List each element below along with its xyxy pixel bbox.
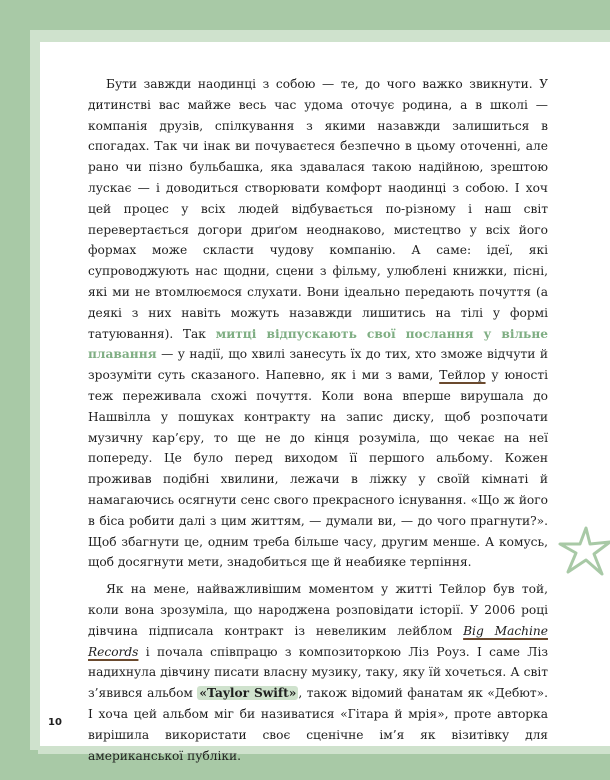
page-number: 10 xyxy=(48,717,62,728)
paragraph-2-text-2: і почала співпрацю з композиторкою Ліз Роуз. І саме Ліз надихнула дівчину писати власну музику, таку, яку їй хочеться. А світ з’явився альбом xyxy=(88,644,548,701)
page-frame-top-inner xyxy=(40,30,610,42)
paragraph-1 xyxy=(88,74,548,573)
page-frame-left-inner xyxy=(30,30,40,750)
underlined-name-taylor: Тейлор xyxy=(439,368,486,383)
paragraph-1-text-3: у юності теж переживала схожі почуття. Коли вона вперше вирушала до Нашвілла у пошуках контракту на запис диску, щоб розпочати музичну кар’єру, то ще не до кінця розуміла, що чекає на неї попереду. Це було перед виходом її першого альбому. Кожен проживав подібні хвилини, лежачи в ліжку у своїй кімнаті й намагаючись осягнути сенс свого прекрасного існування. «Що ж його в біса робити далі з цим життям, — думали ви, — до чого прагнути?». Щоб збагнути це, одним треба більше часу, другим менше. А комусь, щоб досягнути мети, знадобиться ще й неабияке терпіння. xyxy=(88,368,548,570)
article-body xyxy=(88,74,548,766)
paragraph-2-text-1: Як на мене, найважливішим моментом у житті Тейлор був той, коли вона зрозуміла, що народжена розповідати історії. У 2006 році дівчина підписала контракт із невеликим лейблом xyxy=(88,582,548,638)
highlighted-phrase: митці відпускають свої послання у вільне плавання xyxy=(88,326,548,362)
star-outline-icon xyxy=(556,522,610,578)
paragraph-1-text-1: Бути завжди наодинці з собою — те, до чого важко звикнути. У дитинстві вас майже весь час удома оточує родина, а в школі — компанія друзів, спілкування з якими назавжди залишиться в спогадах. Так чи інак ви почуваєтеся безпечно в цьому оточенні, але рано чи пізно бульбашка, яка здавалася такою надійною, зрештою лускає — і доводиться створювати комфорт наодинці з собою. І хоч цей процес у всіх людей відбувається по-різному і наш світ перевертається догори дриґом неоднаково, мистецтво у всіх його формах може скласти чудову компанію. А саме: ідеї, які супроводжують нас щодни, сцени з фільму, улюблені книжки, пісні, які ми не втомлюємося слухати. Вони ідеально передають почуття (а деякі з них навіть можуть назавжди лишитись на тілі у формі татуювання). Так xyxy=(88,77,548,341)
album-title-taylor-swift: «Taylor Swift» xyxy=(199,686,297,701)
paragraph-2 xyxy=(88,579,548,766)
paragraph-1-text-2: — у надії, що хвилі занесуть їх до тих, хто зможе відчути й зрозуміти суть сказаного. Напевно, як і ми з вами, xyxy=(88,347,548,383)
paragraph-2-text-3: , також відомий фанатам як «Дебют». І хоча цей альбом міг би називатися «Гітара й мрія», проте авторка вирішила використати своє сценічне ім’я як візитівку для американської публіки. xyxy=(88,686,548,763)
label-name-big-machine-records: Big Machine Records xyxy=(88,623,548,659)
